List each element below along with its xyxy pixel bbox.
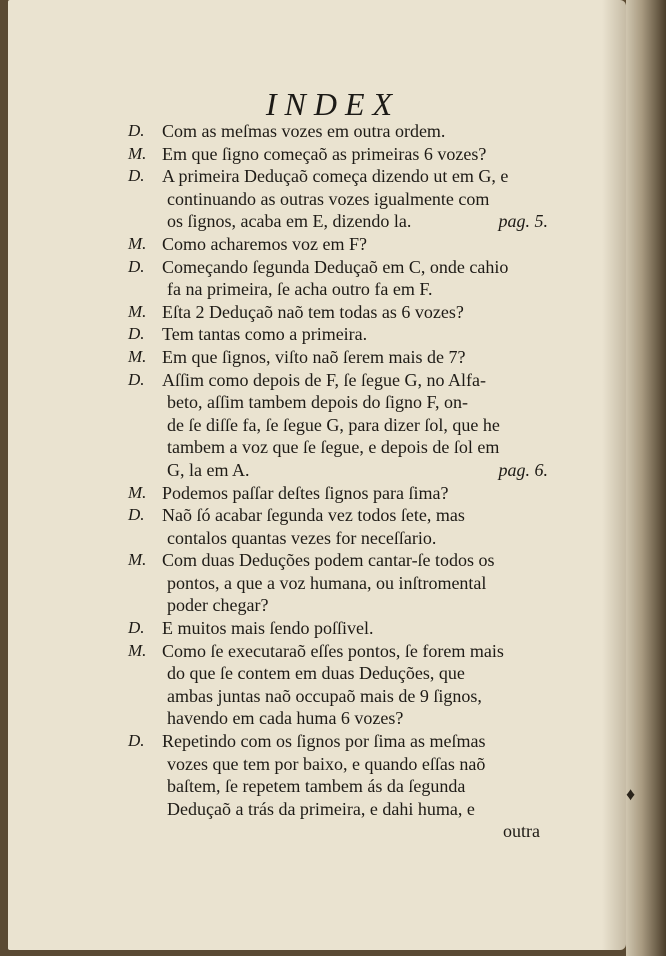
dialogue-entry xyxy=(0,482,666,505)
page-reference: pag. 5. xyxy=(498,211,548,232)
speaker-label: D. xyxy=(128,369,145,389)
entry-text: Repetindo com os ſignos por ſima as meſmas xyxy=(162,731,486,752)
entry-text: Eſta 2 Deduçaõ naõ tem todas as 6 vozes? xyxy=(162,301,464,322)
text-line xyxy=(0,143,666,166)
text-line xyxy=(0,391,666,414)
catchword: outra xyxy=(503,821,540,842)
entry-text: do que ſe contem em duas Deduções, que xyxy=(167,663,465,684)
entry-text: contalos quantas vezes for neceſſario. xyxy=(167,527,437,548)
entry-text: baſtem, ſe repetem tambem ás da ſegunda xyxy=(167,776,466,797)
entry-text: os ſignos, acaba em E, dizendo la. xyxy=(167,211,412,232)
entry-text: beto, aſſim tambem depois do ſigno F, on- xyxy=(167,392,469,413)
text-line xyxy=(0,707,666,730)
text-line xyxy=(0,549,666,572)
speaker-label: M. xyxy=(128,346,147,366)
dialogue-entry xyxy=(0,233,666,256)
page-reference: pag. 6. xyxy=(498,459,548,480)
entry-text: G, la em A. xyxy=(167,459,250,480)
text-line xyxy=(0,527,666,550)
text-line xyxy=(0,301,666,324)
speaker-label: D. xyxy=(128,256,145,276)
text-line xyxy=(0,662,666,685)
page-title: INDEX xyxy=(265,86,401,122)
dialogue-entry xyxy=(0,301,666,324)
dialogue-entry xyxy=(0,504,666,549)
entry-text: havendo em cada huma 6 vozes? xyxy=(167,708,404,729)
dialogue-entry xyxy=(0,143,666,166)
speaker-label: D. xyxy=(128,166,145,186)
speaker-label: M. xyxy=(128,301,147,321)
speaker-label: M. xyxy=(128,143,147,163)
text-line xyxy=(0,685,666,708)
text-line xyxy=(0,504,666,527)
speaker-label: M. xyxy=(128,640,147,660)
text-line xyxy=(0,120,666,143)
text-line xyxy=(0,775,666,798)
entry-text: Como ſe executaraõ eſſes pontos, ſe forem mais xyxy=(162,640,504,661)
text-line xyxy=(0,753,666,776)
dialogue-entry xyxy=(0,730,666,820)
text-line xyxy=(0,617,666,640)
entry-text: A primeira Deduçaõ começa dizendo ut em G, e xyxy=(162,166,509,187)
entry-text: Tem tantas como a primeira. xyxy=(162,324,368,345)
text-line xyxy=(0,278,666,301)
speaker-label: D. xyxy=(128,731,145,751)
entry-text: Em que ſigno começaõ as primeiras 6 vozes? xyxy=(162,143,487,164)
dialogue-entry xyxy=(0,346,666,369)
entry-text: fa na primeira, ſe acha outro fa em F. xyxy=(167,279,433,300)
text-line xyxy=(0,459,666,482)
text-line xyxy=(0,369,666,392)
speaker-label: D. xyxy=(128,618,145,638)
text-line xyxy=(0,346,666,369)
entry-text: E muitos mais ſendo poſſivel. xyxy=(162,618,374,639)
entry-text: ambas juntas naõ occupaõ mais de 9 ſignos, xyxy=(167,685,482,706)
entry-text: Como acharemos voz em F? xyxy=(162,233,367,254)
entry-text: Naõ ſó acabar ſegunda vez todos ſete, mas xyxy=(162,505,465,526)
dialogue-entry xyxy=(0,165,666,233)
speaker-label: M. xyxy=(128,482,147,502)
text-line xyxy=(0,188,666,211)
entry-text: Com duas Deduções podem cantar-ſe todos os xyxy=(162,550,495,571)
entry-text: continuando as outras vozes igualmente com xyxy=(167,188,490,209)
speaker-label: D. xyxy=(128,324,145,344)
entry-text: vozes que tem por baixo, e quando eſſas naõ xyxy=(167,753,486,774)
text-line xyxy=(0,730,666,753)
text-line xyxy=(0,594,666,617)
entry-text: poder chegar? xyxy=(167,595,269,616)
speaker-label: M. xyxy=(128,233,147,253)
text-line xyxy=(0,210,666,233)
entry-text: tambem a voz que ſe ſegue, e depois de ſol em xyxy=(167,437,500,458)
entry-text: de ſe diſſe fa, ſe ſegue G, para dizer ſol, que he xyxy=(167,414,500,435)
dialogue-entry xyxy=(0,323,666,346)
dialogue-entry xyxy=(0,617,666,640)
margin-mark: ♦ xyxy=(626,784,636,804)
text-line xyxy=(0,640,666,663)
text-line xyxy=(0,436,666,459)
speaker-label: D. xyxy=(128,505,145,525)
dialogue-entry xyxy=(0,120,666,143)
text-line xyxy=(0,256,666,279)
speaker-label: M. xyxy=(128,550,147,570)
text-line xyxy=(0,165,666,188)
text-line xyxy=(0,798,666,821)
entry-text: Começando ſegunda Deduçaõ em C, onde cahio xyxy=(162,256,509,277)
catchword-line xyxy=(0,820,666,843)
dialogue-entry xyxy=(0,369,666,482)
entry-text: Com as meſmas vozes em outra ordem. xyxy=(162,121,446,141)
entry-text: Em que ſignos, viſto naõ ſerem mais de 7? xyxy=(162,346,466,367)
text-line xyxy=(0,414,666,437)
text-line xyxy=(0,323,666,346)
text-line xyxy=(0,572,666,595)
entry-text: Aſſim como depois de F, ſe ſegue G, no Alfa- xyxy=(162,369,486,390)
dialogue-entry xyxy=(0,549,666,617)
entry-text: pontos, a que a voz humana, ou inſtromental xyxy=(167,572,487,593)
dialogue-entry xyxy=(0,256,666,301)
speaker-label: D. xyxy=(128,121,145,140)
entry-text: Deduçaõ a trás da primeira, e dahi huma, e xyxy=(167,798,475,819)
dialogue-entries xyxy=(0,120,666,843)
entry-text: Podemos paſſar deſtes ſignos para ſima? xyxy=(162,482,449,503)
text-line xyxy=(0,233,666,256)
text-line xyxy=(0,482,666,505)
dialogue-entry xyxy=(0,640,666,730)
